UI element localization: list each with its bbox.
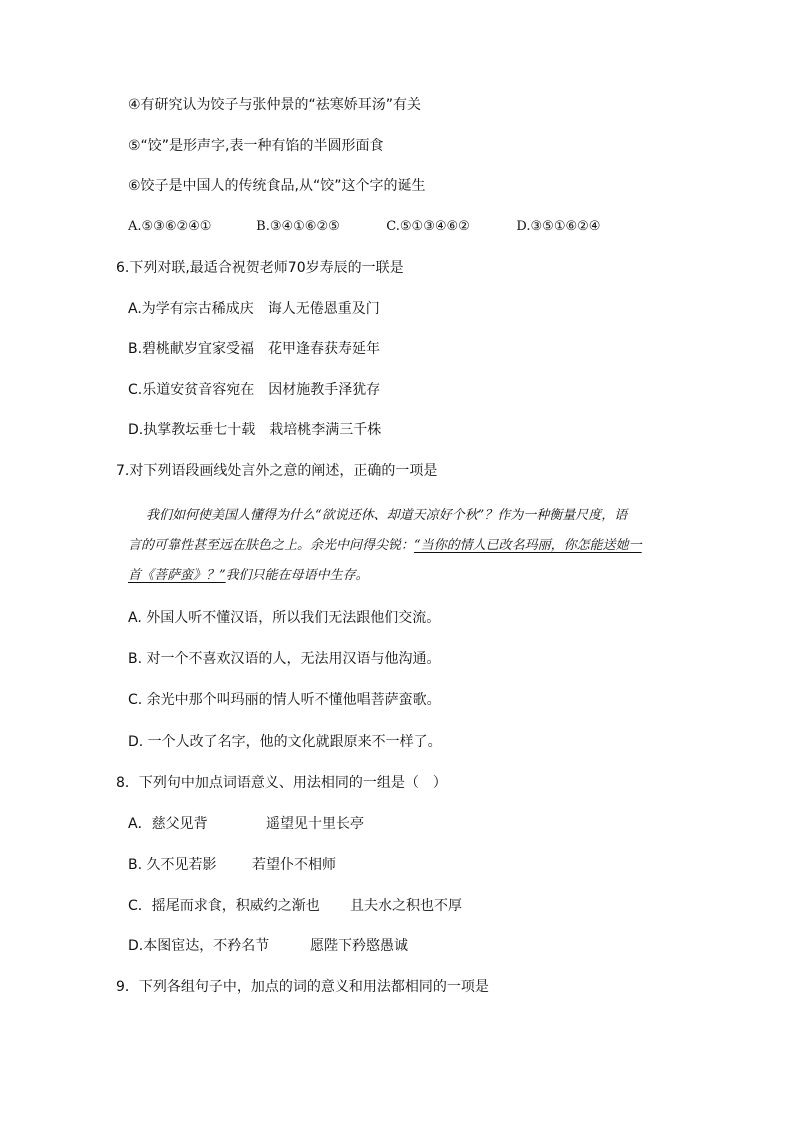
q5-option-d: D.③⑤①⑥②④ xyxy=(516,219,601,234)
passage-line-2 xyxy=(128,536,642,556)
q7-option-c: C. 余光中那个叫玛丽的情人听不懂他唱菩萨蛮歌。 xyxy=(128,692,441,708)
q8-option-c-first: C．摇尾而求食，积威约之渐也 xyxy=(128,898,320,914)
q8-option-b-first: B. 久不见若影 xyxy=(128,857,217,873)
q8-stem: 8．下列句中加点词语意义、用法相同的一组是（ ） xyxy=(116,775,447,791)
sentence-item-6: ⑥饺子是中国人的传统食品,从“饺”这个字的诞生 xyxy=(128,178,426,194)
sentence-item-4: ④有研究认为饺子与张仲景的“祛寒娇耳汤”有关 xyxy=(128,97,422,113)
q7-passage xyxy=(128,506,676,590)
q5-option-c: C.⑤①③④⑥② xyxy=(386,219,470,234)
passage-line-3 xyxy=(128,566,369,586)
q6-option-d: D.执掌教坛垂七十载 栽培桃李满三千株 xyxy=(128,422,382,438)
q8-option-a xyxy=(128,814,364,834)
q7-option-a: A. 外国人听不懂汉语，所以我们无法跟他们交流。 xyxy=(128,610,441,626)
sentence-item-5: ⑤“饺”是形声字,表一种有馅的半圆形面食 xyxy=(128,138,384,154)
q7-stem: 7.对下列语段画线处言外之意的阐述，正确的一项是 xyxy=(116,463,438,479)
passage-underlined-part-1: “当你的情人已改名玛丽，你怎能送她一 xyxy=(414,538,642,553)
q5-options-row xyxy=(128,217,600,237)
q8-option-c-second: 且夫水之积也不厚 xyxy=(350,898,462,914)
q7-option-d: D. 一个人改了名字，他的文化就跟原来不一样了。 xyxy=(128,734,442,750)
q6-option-a: A.为学有宗古稀成庆 诲人无倦恩重及门 xyxy=(128,301,380,317)
passage-underlined-part-2: 首《菩萨蛮》？” xyxy=(128,568,226,583)
passage-line-1: 我们如何使美国人懂得为什么“欲说还休、却道天凉好个秋”？作为一种衡量尺度，语 xyxy=(146,508,628,523)
q8-option-b-second: 若望仆不相师 xyxy=(252,857,336,873)
q8-option-a-first: A．慈父见背 xyxy=(128,816,208,832)
q8-option-d xyxy=(128,936,408,956)
q6-option-b: B.碧桃献岁宜家受福 花甲逢春获寿延年 xyxy=(128,341,381,357)
q8-option-b xyxy=(128,855,336,875)
q6-option-c: C.乐道安贫音容宛在 因材施教手泽犹存 xyxy=(128,382,381,398)
q9-stem: 9．下列各组句子中，加点的词的意义和用法都相同的一项是 xyxy=(116,979,489,995)
q6-stem: 6.下列对联,最适合祝贺老师70岁寿辰的一联是 xyxy=(116,260,404,276)
q5-option-b: B.③④①⑥②⑤ xyxy=(256,219,340,234)
q5-option-a: A.⑤③⑥②④① xyxy=(128,219,212,234)
passage-line-2-plain: 言的可靠性甚至远在肤色之上。余光中问得尖锐： xyxy=(128,538,415,553)
q8-option-a-second: 遥望见十里长亭 xyxy=(266,816,364,832)
q7-option-b: B. 对一个不喜欢汉语的人，无法用汉语与他沟通。 xyxy=(128,651,441,667)
q8-option-d-second: 愿陛下矜愍愚诚 xyxy=(310,938,408,954)
passage-line-3-plain: 我们只能在母语中生存。 xyxy=(225,568,369,583)
q8-option-d-first: D.本图宦达，不矜名节 xyxy=(128,938,270,954)
q8-option-c xyxy=(128,896,462,916)
